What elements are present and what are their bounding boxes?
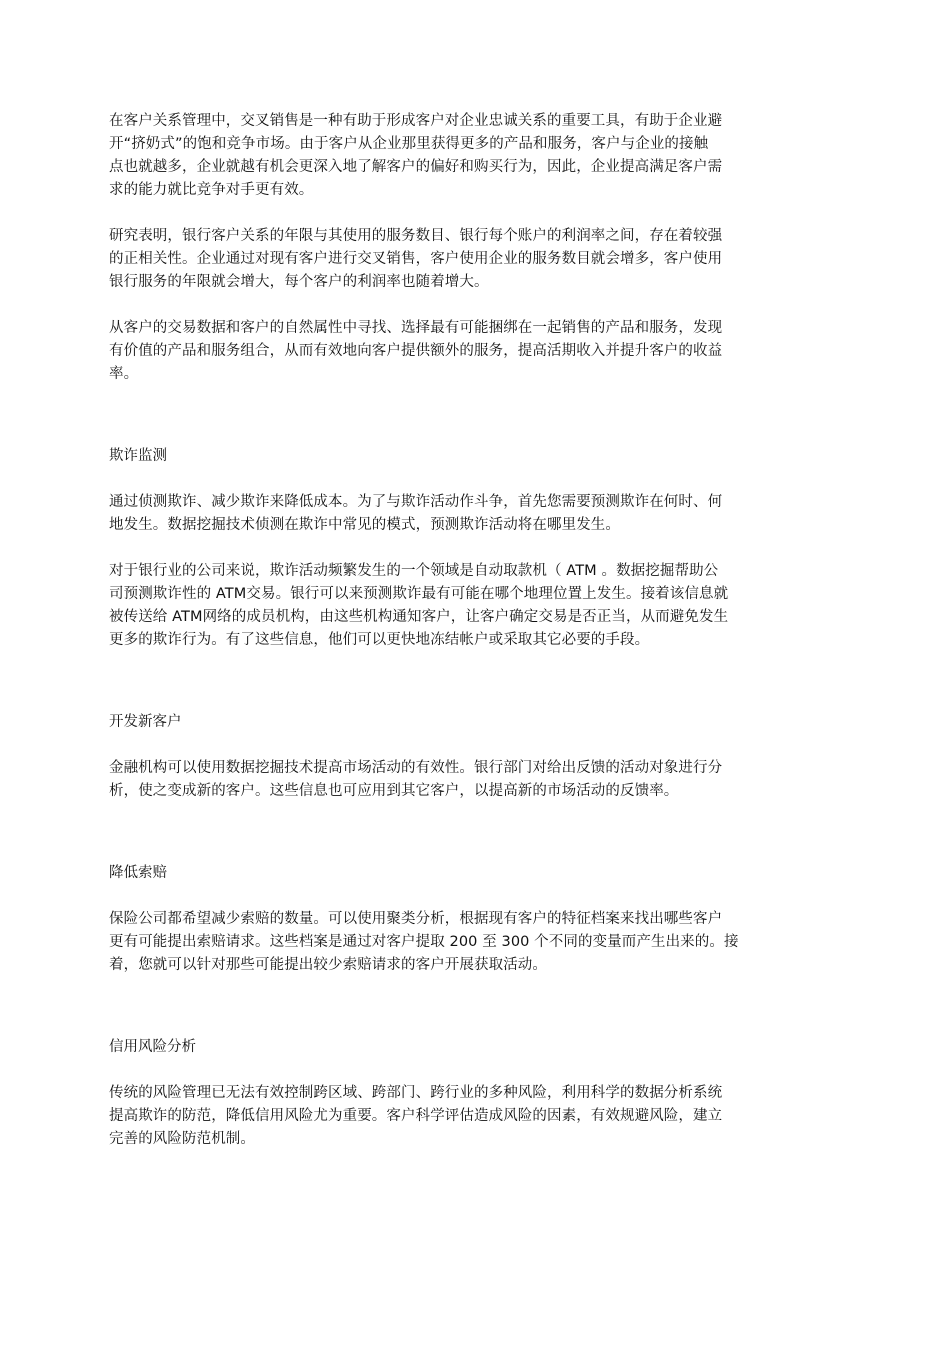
text-line: 更多的欺诈行为。有了这些信息，他们可以更快地冻结帐户或采取其它必要的手段。 bbox=[109, 632, 650, 648]
section-heading: 开发新客户 bbox=[109, 714, 182, 730]
text-line: 析，使之变成新的客户。这些信息也可应用到其它客户，以提高新的市场活动的反馈率。 bbox=[109, 783, 679, 799]
text-line: 更有可能提出索赔请求。这些档案是通过对客户提取 200 至 300 个不同的变量而产生出来的。接 bbox=[109, 934, 739, 950]
text-line: 通过侦测欺诈、减少欺诈来降低成本。为了与欺诈活动作斗争，首先您需要预测欺诈在何时、何 bbox=[109, 494, 723, 510]
text-line: 被传送给 ATM网络的成员机构，由这些机构通知客户，让客户确定交易是否正当，从而避免发生 bbox=[109, 609, 729, 625]
section-heading: 降低索赔 bbox=[109, 865, 167, 881]
text-line: 金融机构可以使用数据挖掘技术提高市场活动的有效性。银行部门对给出反馈的活动对象进行分 bbox=[109, 760, 723, 776]
text-line: 地发生。数据挖掘技术侦测在欺诈中常见的模式，预测欺诈活动将在哪里发生。 bbox=[109, 517, 620, 533]
text-line: 对于银行业的公司来说，欺诈活动频繁发生的一个领域是自动取款机（ ATM 。数据挖掘帮助公 bbox=[109, 563, 719, 579]
text-line: 在客户关系管理中，交叉销售是一种有助于形成客户对企业忠诚关系的重要工具，有助于企业避 bbox=[109, 113, 723, 129]
text-line: 着，您就可以针对那些可能提出较少索赔请求的客户开展获取活动。 bbox=[109, 957, 547, 973]
text-line: 提高欺诈的防范，降低信用风险尤为重要。客户科学评估造成风险的因素，有效规避风险，建立 bbox=[109, 1108, 723, 1124]
text-line: 保险公司都希望减少索赔的数量。可以使用聚类分析，根据现有客户的特征档案来找出哪些客户 bbox=[109, 911, 723, 927]
text-line: 点也就越多，企业就越有机会更深入地了解客户的偏好和购买行为，因此，企业提高满足客户需 bbox=[109, 159, 723, 175]
section-heading: 信用风险分析 bbox=[109, 1039, 196, 1055]
text-line: 的正相关性。企业通过对现有客户进行交叉销售，客户使用企业的服务数目就会增多，客户使用 bbox=[109, 251, 723, 267]
text-line: 率。 bbox=[109, 366, 139, 382]
section-heading: 欺诈监测 bbox=[109, 448, 167, 464]
text-line: 研究表明，银行客户关系的年限与其使用的服务数目、银行每个账户的利润率之间，存在着较强 bbox=[109, 228, 723, 244]
text-line: 有价值的产品和服务组合，从而有效地向客户提供额外的服务，提高活期收入并提升客户的收益 bbox=[109, 343, 723, 359]
text-line: 从客户的交易数据和客户的自然属性中寻找、选择最有可能捆绑在一起销售的产品和服务，发现 bbox=[109, 320, 723, 336]
text-line: 求的能力就比竞争对手更有效。 bbox=[109, 182, 314, 198]
text-line: 传统的风险管理已无法有效控制跨区域、跨部门、跨行业的多种风险，利用科学的数据分析系统 bbox=[109, 1085, 723, 1101]
text-line: 司预测欺诈性的 ATM交易。银行可以来预测欺诈最有可能在哪个地理位置上发生。接着该信息就 bbox=[109, 586, 729, 602]
text-line: 银行服务的年限就会增大，每个客户的利润率也随着增大。 bbox=[109, 274, 489, 290]
text-line: 完善的风险防范机制。 bbox=[109, 1131, 255, 1147]
text-line: 开“挤奶式”的饱和竞争市场。由于客户从企业那里获得更多的产品和服务，客户与企业的接触 bbox=[109, 136, 709, 152]
